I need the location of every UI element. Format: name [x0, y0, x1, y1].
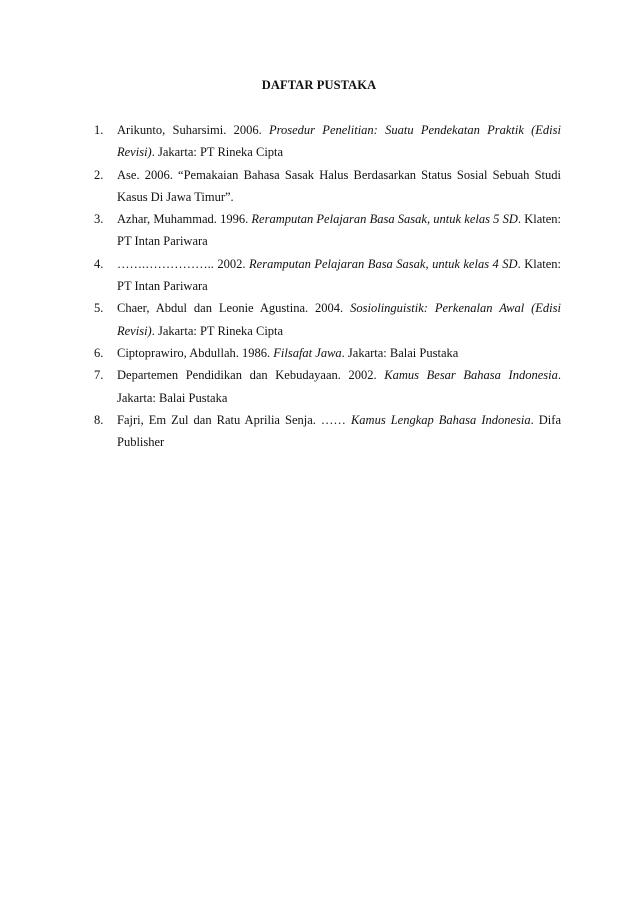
reference-text-after: . Jakarta: Balai Pustaka — [117, 368, 561, 405]
reference-item — [94, 342, 561, 364]
reference-item — [94, 409, 561, 454]
reference-text — [117, 342, 561, 364]
reference-text-after: . Jakarta: PT Rineka Cipta — [151, 145, 284, 160]
reference-number: 8. — [94, 412, 104, 427]
reference-text-after: . Klaten: PT Intan Pariwara — [117, 212, 562, 249]
reference-text — [117, 297, 561, 342]
reference-title: Reramputan Pelajaran Basa Sasak, untuk kelas 4 SD — [249, 256, 518, 271]
reference-text — [117, 364, 561, 409]
reference-item — [94, 208, 561, 253]
reference-title: Prosedur Penelitian: Suatu Pendekatan Praktik (Edisi Revisi) — [117, 123, 561, 160]
reference-item — [94, 119, 561, 164]
reference-item — [94, 253, 561, 298]
reference-number: 5. — [94, 301, 104, 316]
reference-text-after: . Klaten: PT Intan Pariwara — [117, 256, 562, 294]
reference-text-plain: Arikunto, Suharsimi. 2006. — [117, 123, 269, 137]
reference-item — [94, 164, 561, 209]
reference-text-plain: …….…………….. 2002. — [117, 256, 250, 271]
reference-text-after: . Jakarta: Balai Pustaka — [341, 345, 459, 360]
reference-text — [117, 409, 561, 454]
reference-title: Kamus Besar Bahasa Indonesia — [384, 368, 558, 383]
reference-number: 6. — [94, 345, 104, 360]
reference-text — [117, 119, 561, 164]
reference-title: Kamus Lengkap Bahasa Indonesia — [350, 412, 531, 427]
reference-text-after: . Jakarta: PT Rineka Cipta — [151, 323, 284, 338]
reference-text-plain: Ciptoprawiro, Abdullah. 1986. — [117, 345, 274, 360]
reference-number: 3. — [94, 212, 104, 227]
reference-text-after: . Difa Publisher — [117, 412, 561, 450]
reference-text-plain: Chaer, Abdul dan Leonie Agustina. 2004. — [117, 301, 351, 316]
reference-number: 7. — [94, 368, 104, 383]
reference-title: Reramputan Pelajaran Basa Sasak, untuk kelas 5 SD — [251, 212, 518, 227]
reference-text-plain: Ase. 2006. “Pemakaian Bahasa Sasak Halus Berdasarkan Status Sosial Sebuah Studi Kasus Di Jawa Timur”. — [117, 167, 561, 204]
reference-text — [117, 164, 561, 209]
reference-number: 4. — [94, 256, 104, 271]
reference-text — [117, 208, 561, 253]
reference-text-plain: Azhar, Muhammad. 1996. — [117, 212, 252, 227]
reference-item — [94, 297, 561, 342]
reference-text — [117, 253, 561, 298]
page-title: DAFTAR PUSTAKA — [261, 78, 377, 92]
reference-item — [94, 364, 561, 409]
reference-list — [94, 119, 561, 453]
reference-text-plain: Fajri, Em Zul dan Ratu Aprilia Senja. …… — [117, 412, 351, 427]
reference-number: 2. — [94, 167, 104, 182]
reference-number: 1. — [94, 123, 104, 137]
reference-title: Sosiolinguistik: Perkenalan Awal (Edisi Revisi) — [117, 301, 561, 338]
reference-title: Filsafat Jawa — [273, 345, 342, 360]
reference-text-plain: Departemen Pendidikan dan Kebudayaan. 2002. — [117, 368, 385, 383]
